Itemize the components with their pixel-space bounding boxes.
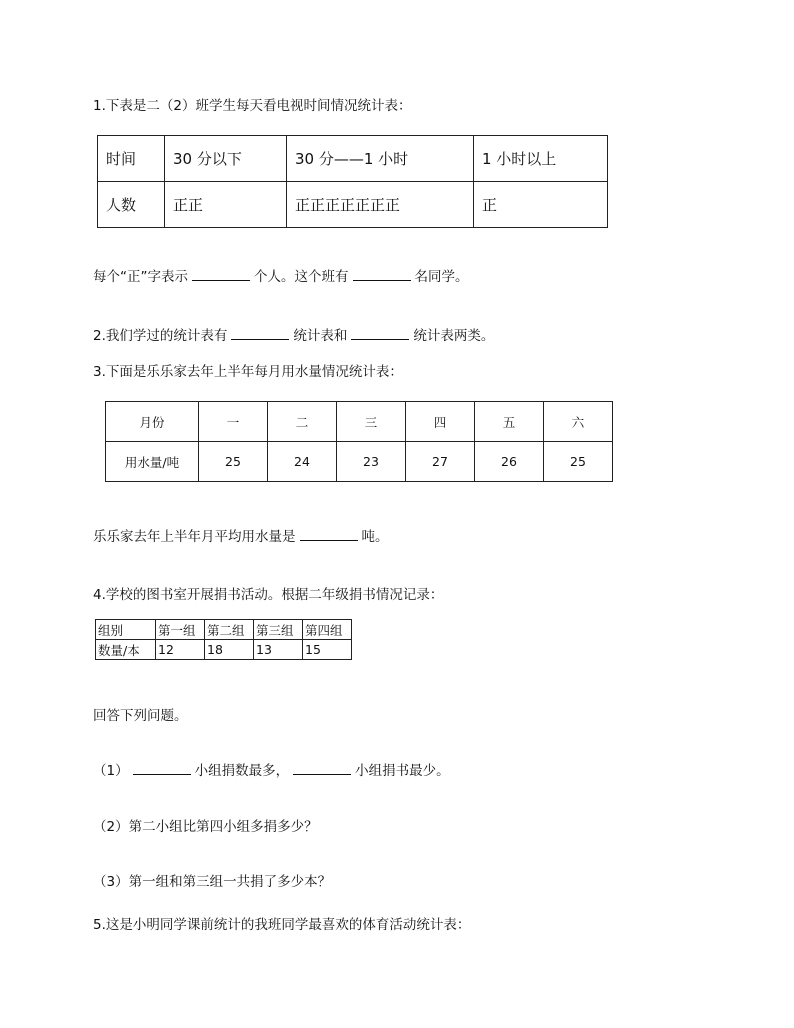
table-cell: 人数 [98, 182, 165, 228]
table-header-cell: 五 [475, 402, 544, 442]
answer-blank[interactable] [293, 762, 351, 775]
table-row [106, 402, 613, 442]
table-header-cell: 一 [199, 402, 268, 442]
q3-fill-line [93, 525, 389, 545]
table-cell: 30 分——1 小时 [287, 136, 474, 182]
q3-prompt: 3.下面是乐乐家去年上半年每月用水量情况统计表： [93, 364, 403, 380]
table-cell: 第三组 [254, 620, 303, 640]
table-cell: 24 [268, 442, 337, 482]
answer-blank[interactable] [192, 268, 250, 281]
fill-text: 小组捐数最多， [194, 763, 290, 779]
answer-blank[interactable] [300, 528, 358, 541]
fill-text: 统计表和 [293, 328, 348, 344]
fill-text: 每个“正”字表示 [93, 269, 188, 285]
answer-blank[interactable] [133, 762, 191, 775]
table-header-cell: 三 [337, 402, 406, 442]
table-cell: 第一组 [156, 620, 205, 640]
q2-line [93, 324, 494, 344]
q1-prompt: 1.下表是二（2）班学生每天看电视时间情况统计表： [93, 98, 412, 114]
table-cell: 27 [406, 442, 475, 482]
table-cell: 26 [475, 442, 544, 482]
table-cell: 正正 [165, 182, 287, 228]
fill-text: 吨。 [361, 529, 389, 545]
table-row [96, 620, 352, 640]
table-header-cell: 六 [544, 402, 613, 442]
tv-time-table [97, 135, 608, 228]
table-cell: 25 [544, 442, 613, 482]
fill-text: 小组捐书最少。 [355, 763, 450, 779]
fill-text: 乐乐家去年上半年月平均用水量是 [93, 529, 296, 545]
table-cell: 30 分以下 [165, 136, 287, 182]
table-cell: 25 [199, 442, 268, 482]
table-row [106, 442, 613, 482]
answer-blank[interactable] [351, 327, 409, 340]
fill-text: （1） [93, 763, 129, 779]
q4-sub1 [93, 759, 450, 779]
book-donation-table [95, 619, 352, 660]
table-header-cell: 四 [406, 402, 475, 442]
table-cell: 23 [337, 442, 406, 482]
q4-prompt: 4.学校的图书室开展捐书活动。根据二年级捐书情况记录： [93, 587, 444, 603]
table-row [98, 182, 608, 228]
q4-instruction: 回答下列问题。 [93, 708, 188, 724]
table-header-cell: 月份 [106, 402, 199, 442]
fill-text: 统计表两类。 [413, 328, 495, 344]
fill-text: 个人。这个班有 [254, 269, 349, 285]
table-cell: 第四组 [303, 620, 352, 640]
table-cell: 18 [205, 640, 254, 660]
table-cell: 第二组 [205, 620, 254, 640]
table-header-cell: 二 [268, 402, 337, 442]
table-cell: 用水量/吨 [106, 442, 199, 482]
table-row [98, 136, 608, 182]
q5-prompt: 5.这是小明同学课前统计的我班同学最喜欢的体育活动统计表： [93, 917, 471, 933]
table-cell: 时间 [98, 136, 165, 182]
table-cell: 13 [254, 640, 303, 660]
table-cell: 数量/本 [96, 640, 156, 660]
table-cell: 正正正正正正正 [287, 182, 474, 228]
answer-blank[interactable] [353, 268, 411, 281]
table-cell: 12 [156, 640, 205, 660]
fill-text: 2.我们学过的统计表有 [93, 328, 228, 344]
table-cell: 正 [474, 182, 608, 228]
table-row [96, 640, 352, 660]
fill-text: 名同学。 [414, 269, 469, 285]
q4-sub2: （2）第二小组比第四小组多捐多少？ [93, 819, 318, 835]
table-cell: 15 [303, 640, 352, 660]
q4-sub3: （3）第一组和第三组一共捐了多少本？ [93, 874, 332, 890]
table-cell: 1 小时以上 [474, 136, 608, 182]
answer-blank[interactable] [231, 327, 289, 340]
table-cell: 组别 [96, 620, 156, 640]
water-usage-table [105, 401, 613, 482]
q1-fill-line [93, 265, 469, 285]
